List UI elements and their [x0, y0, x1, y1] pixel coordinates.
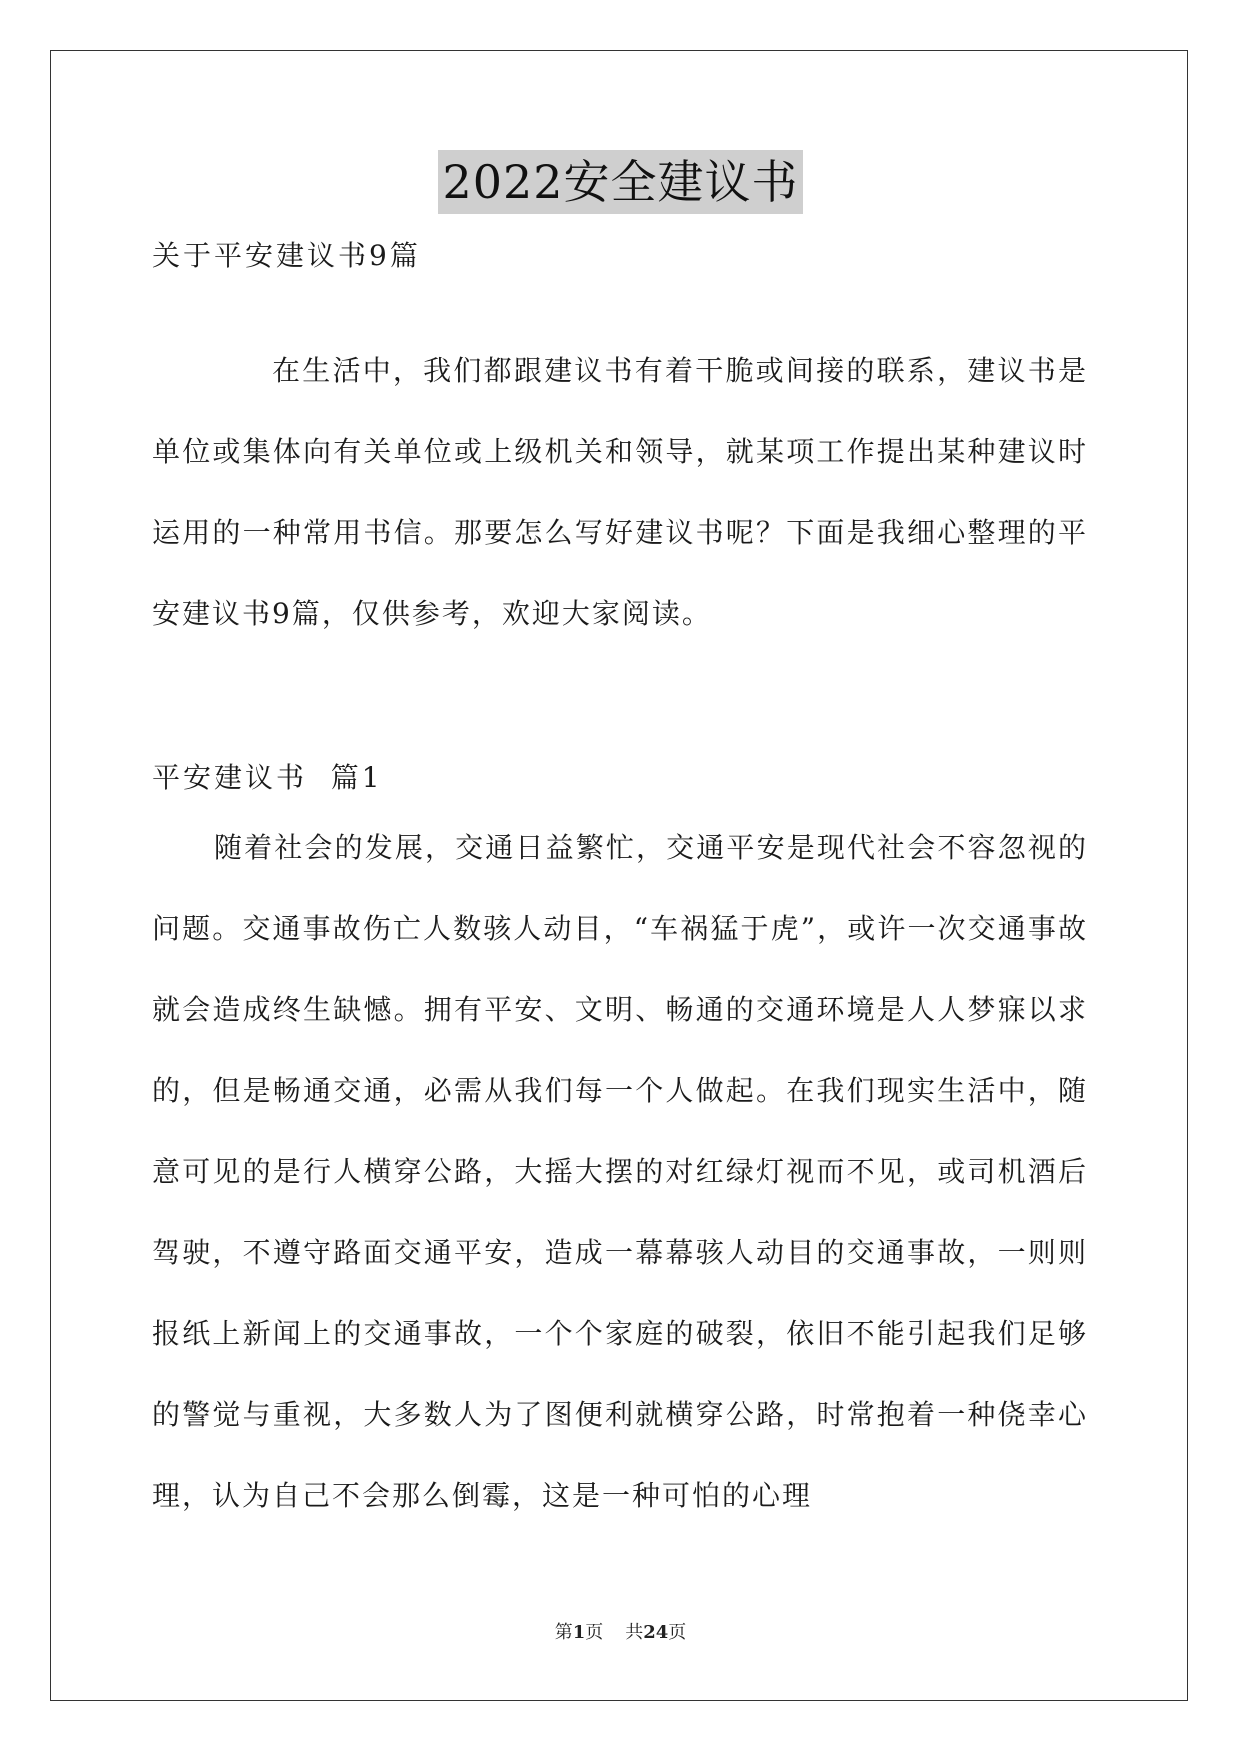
total-pages-number: 24 [643, 1622, 669, 1643]
page-prefix: 第 [554, 1622, 573, 1643]
intro-paragraph: 在生活中，我们都跟建议书有着干脆或间接的联系，建议书是单位或集体向有关单位或上级机关和领导，就某项工作提出某种建议时运用的一种常用书信。那要怎么写好建议书呢？下面是我细心整理的平安建议书9篇，仅供参考，欢迎大家阅读。 [152, 354, 1088, 630]
total-prefix: 共 [625, 1622, 644, 1643]
document-subtitle: 关于平安建议书9篇 [152, 239, 421, 272]
page-suffix: 页 [585, 1622, 604, 1643]
title-container [0, 150, 1241, 214]
total-suffix: 页 [668, 1622, 687, 1643]
section-heading: 平安建议书 篇1 [152, 761, 383, 794]
section-paragraph: 随着社会的发展，交通日益繁忙，交通平安是现代社会不容忽视的问题。交通事故伤亡人数骇人动目，“车祸猛于虎”，或许一次交通事故就会造成终生缺憾。拥有平安、文明、畅通的交通环境是人人梦寐以求的，但是畅通交通，必需从我们每一个人做起。在我们现实生活中，随意可见的是行人横穿公路，大摇大摆的对红绿灯视而不见，或司机酒后驾驶，不遵守路面交通平安，造成一幕幕骇人动目的交通事故，一则则报纸上新闻上的交通事故，一个个家庭的破裂，依旧不能引起我们足够的警觉与重视，大多数人为了图便利就横穿公路，时常抱着一种侥幸心理，认为自己不会那么倒霉，这是一种可怕的心理 [152, 831, 1088, 1512]
page-footer [0, 1620, 1241, 1646]
current-page-number: 1 [572, 1622, 586, 1643]
document-title: 2022安全建议书 [438, 150, 802, 214]
